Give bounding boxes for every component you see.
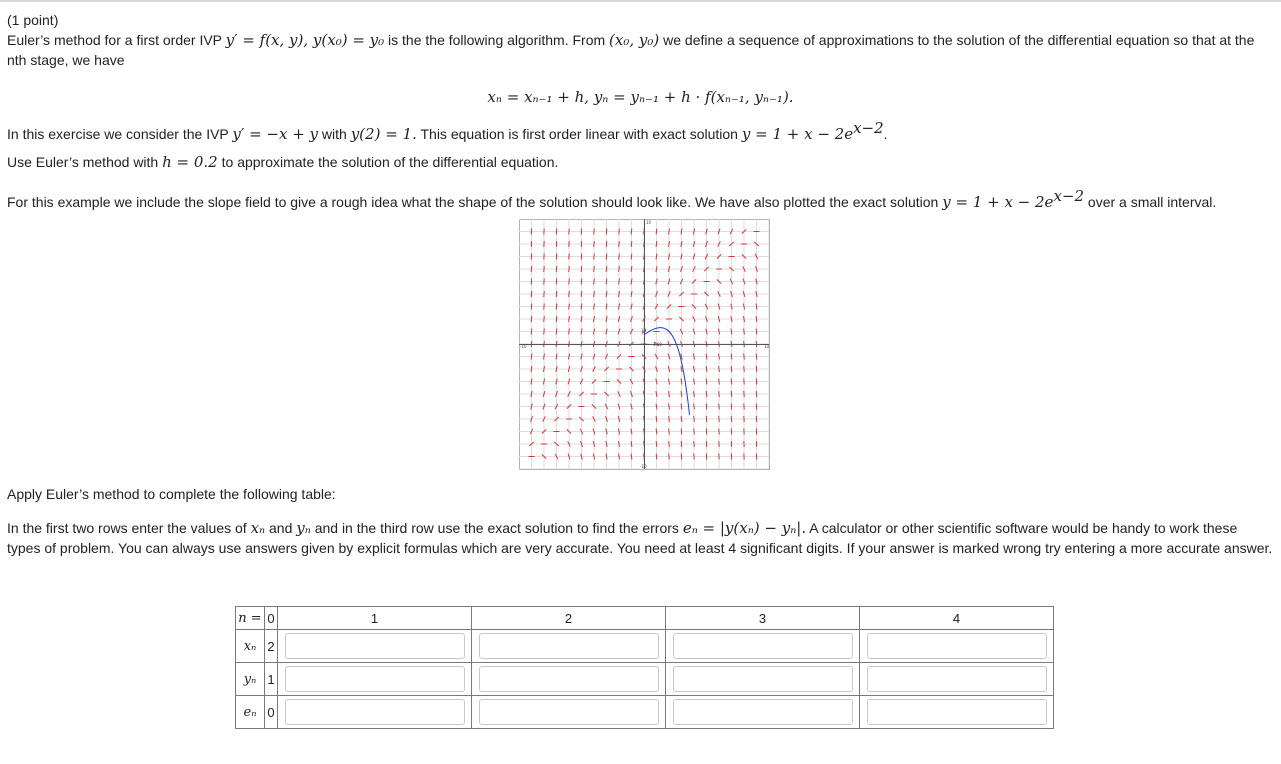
x-left-label: -10	[520, 344, 527, 349]
column-header-2: 2	[472, 607, 666, 630]
e2-input[interactable]	[479, 699, 659, 725]
step-size-statement: Use Euler’s method with h = 0.2 to approximate the solution of the differential equation.	[7, 153, 559, 171]
slope-segment	[669, 454, 670, 460]
slope-segment	[756, 354, 757, 360]
slope-segment	[669, 429, 670, 435]
slope-segment	[544, 329, 545, 335]
slope-segment	[581, 266, 582, 272]
slope-segment	[694, 429, 695, 435]
slope-segment	[606, 254, 607, 260]
slope-segment	[669, 441, 670, 447]
exercise-statement: In this exercise we consider the IVP y′ = −x + y with y(2) = 1. This equation is first order linear with exact solution $y = 1 + x - 2e^{x-2}$.	[7, 119, 888, 143]
row-label-en: eₙ	[236, 696, 265, 729]
intro-line-1: Euler’s method for a first order IVP y′ = f(x, y), y(x₀) = y₀ is the the following algorithm. From (x₀, y₀) we define a sequence of approximations to the solution of the differential equation so that at the	[7, 31, 1255, 49]
slope-segment	[731, 379, 732, 385]
slope-field-statement: For this example we include the slope field to give a rough idea what the shape of the solution should look like. We have also plotted the exact solution $y = 1 + x - 2e^{x-2}$ over a small interval.	[7, 187, 1217, 211]
slope-segment	[744, 354, 745, 360]
slope-segment	[719, 404, 720, 410]
e1-input[interactable]	[285, 699, 465, 725]
slope-segment	[719, 379, 720, 385]
euler-table	[235, 606, 1054, 729]
slope-segment	[544, 304, 545, 310]
x3-input[interactable]	[673, 633, 853, 659]
slope-segment	[756, 366, 757, 372]
y1-input[interactable]	[285, 666, 465, 692]
column-header-4: 4	[860, 607, 1054, 630]
table-row-yn	[236, 663, 1054, 696]
slope-segment	[581, 279, 582, 285]
euler-formula: xₙ = xₙ₋₁ + h, yₙ = yₙ₋₁ + h · f(xₙ₋₁, yₙ₋₁).	[487, 88, 794, 106]
slope-segment	[656, 454, 657, 460]
x-right-label: 10	[764, 344, 770, 349]
slope-segment	[556, 291, 557, 297]
slope-segment	[731, 366, 732, 372]
points-label: (1 point)	[7, 12, 59, 28]
x2-input[interactable]	[479, 633, 659, 659]
table-row-xn	[236, 630, 1054, 663]
y-mid-label: 10	[641, 328, 647, 333]
column-header-1: 1	[278, 607, 472, 630]
y3-input[interactable]	[673, 666, 853, 692]
slope-segment	[544, 316, 545, 322]
table-header-row	[236, 607, 1054, 630]
slope-segment	[569, 304, 570, 310]
slope-segment	[706, 404, 707, 410]
x-mid-label: 1.00	[653, 342, 662, 347]
slope-segment	[681, 429, 682, 435]
column-header-0: 0	[265, 607, 278, 630]
e3-input[interactable]	[673, 699, 853, 725]
y4-input[interactable]	[867, 666, 1047, 692]
e4-input[interactable]	[867, 699, 1047, 725]
slope-segment	[556, 304, 557, 310]
slope-segment	[531, 316, 532, 322]
y-top-label: 10	[646, 220, 652, 225]
slope-segment	[631, 229, 632, 235]
slope-segment	[744, 366, 745, 372]
slope-segment	[706, 416, 707, 422]
column-header-3: 3	[666, 607, 860, 630]
slope-segment	[569, 291, 570, 297]
table-instructions-line-1: In the first two rows enter the values of xₙ and yₙ and in the third row use the exact solution to find the errors eₙ = |y(xₙ) − yₙ|. A calculator or other scientific software would be handy to work these	[7, 519, 1238, 537]
slope-segment	[594, 279, 595, 285]
slope-segment	[681, 416, 682, 422]
slope-segment	[656, 441, 657, 447]
slope-segment	[594, 266, 595, 272]
e0-value: 0	[265, 696, 278, 729]
slope-segment	[556, 316, 557, 322]
slope-segment	[581, 291, 582, 297]
slope-segment	[619, 254, 620, 260]
slope-segment	[681, 441, 682, 447]
row-label-yn: yₙ	[236, 663, 265, 696]
y0-value: 1	[265, 663, 278, 696]
slope-segment	[744, 379, 745, 385]
slope-segment	[606, 266, 607, 272]
n-label: n =	[236, 607, 265, 630]
slope-segment	[631, 241, 632, 247]
slope-segment	[694, 416, 695, 422]
table-row-en	[236, 696, 1054, 729]
slope-segment	[569, 279, 570, 285]
slope-segment	[706, 391, 707, 397]
y-bottom-label: -10	[640, 464, 647, 469]
slope-segment	[606, 241, 607, 247]
x4-input[interactable]	[867, 633, 1047, 659]
apply-instruction: Apply Euler’s method to complete the following table:	[7, 486, 336, 502]
slope-segment	[619, 241, 620, 247]
x1-input[interactable]	[285, 633, 465, 659]
row-label-xn: xₙ	[236, 630, 265, 663]
slope-segment	[694, 404, 695, 410]
slope-segment	[619, 229, 620, 235]
slope-segment	[531, 329, 532, 335]
table-instructions-line-2: types of problem. You can always use answers given by explicit formulas which are very accurate. You need at least 4 significant digits. If your answer is marked wrong try entering a more accurate answer.	[7, 540, 1273, 556]
slope-segment	[719, 391, 720, 397]
slope-segment	[731, 391, 732, 397]
x0-value: 2	[265, 630, 278, 663]
slope-field-plot	[519, 219, 770, 470]
intro-line-2: nth stage, we have	[7, 52, 125, 68]
y2-input[interactable]	[479, 666, 659, 692]
slope-segment	[594, 254, 595, 260]
top-divider	[0, 0, 1281, 2]
